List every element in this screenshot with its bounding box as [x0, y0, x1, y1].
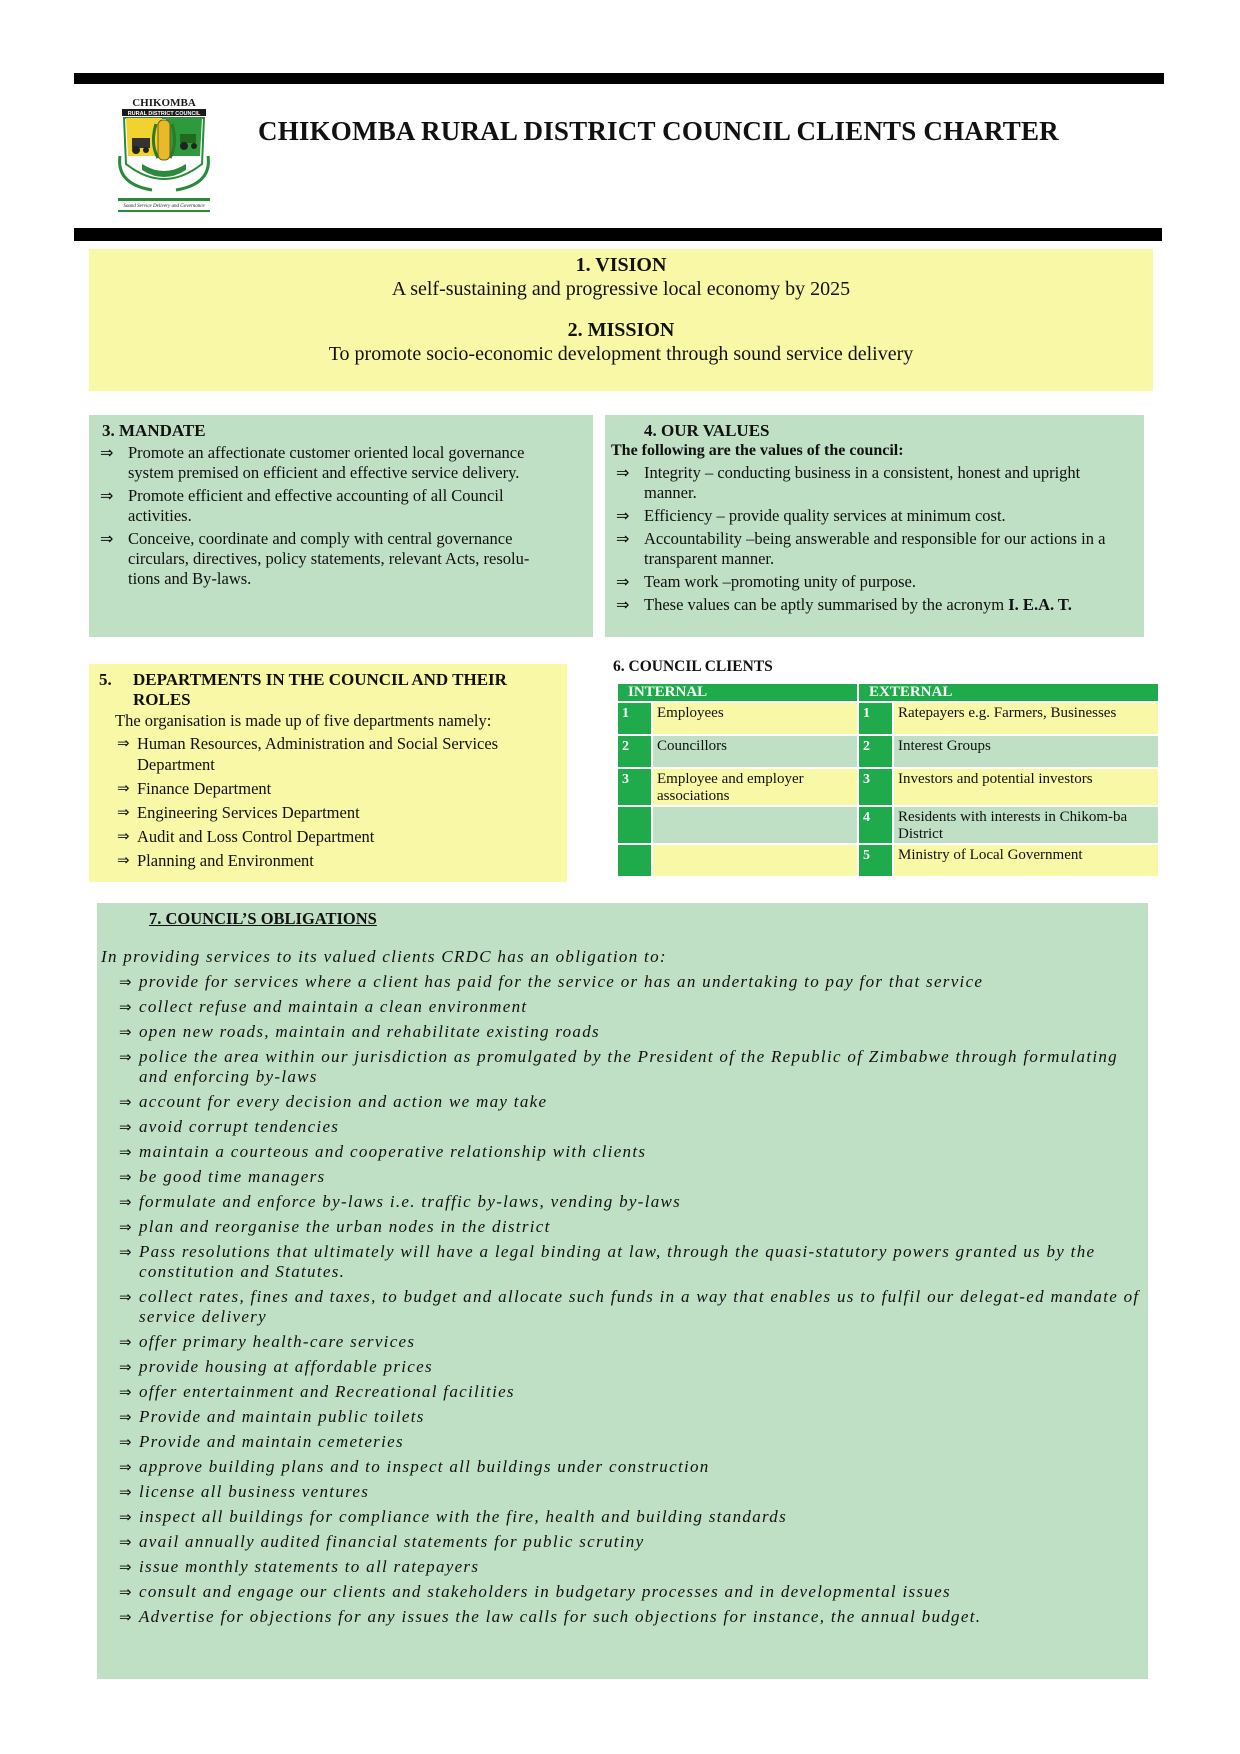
arrow-icon: ⇒ [119, 1193, 132, 1211]
bottom-header-rule [74, 228, 1162, 241]
arrow-icon: ⇒ [119, 1408, 132, 1426]
svg-text:Sound Service Delivery and Gov: Sound Service Delivery and Governance [123, 204, 205, 209]
arrow-icon: ⇒ [119, 1383, 132, 1401]
arrow-icon: ⇒ [117, 803, 130, 821]
values-acronym: I. E.A. T. [1008, 595, 1072, 614]
arrow-icon: ⇒ [119, 1558, 132, 1576]
obligation-item: ⇒ collect rates, fines and taxes, to budget and allocate such funds in a way that enables us to fulfil our delegat-ed mandate of service delivery [119, 1287, 1140, 1326]
arrow-icon: ⇒ [119, 1093, 132, 1111]
value-item: ⇒ Efficiency – provide quality services at minimum cost. [616, 506, 1006, 525]
obligations-list [101, 972, 1140, 1627]
obligation-item: ⇒ offer primary health-care services [119, 1332, 416, 1351]
mission-text: To promote socio-economic development through sound service delivery [328, 343, 914, 365]
mandate-item: ⇒ Promote efficient and effective accounting of all Council activities. [100, 486, 504, 525]
obligation-item: ⇒ collect refuse and maintain a clean environment [119, 997, 528, 1016]
vision-text: A self-sustaining and progressive local economy by 2025 [391, 278, 851, 300]
mandate-panel [89, 415, 593, 637]
value-item: ⇒ Accountability –being answerable and responsible for our actions in a transparent manner. [616, 529, 1106, 568]
vision-mission-panel [89, 249, 1153, 391]
obligation-item: ⇒ maintain a courteous and cooperative relationship with clients [119, 1142, 647, 1161]
obligation-item: ⇒ provide housing at affordable prices [119, 1357, 433, 1376]
obligation-item: ⇒ Provide and maintain cemeteries [119, 1432, 404, 1451]
external-header: EXTERNAL [858, 683, 1159, 702]
arrow-icon: ⇒ [119, 1023, 132, 1041]
departments-panel [89, 664, 567, 882]
mandate-item: ⇒ Promote an affectionate customer oriented local governance system premised on efficient and effective service delivery. [100, 443, 525, 482]
arrow-icon: ⇒ [117, 734, 130, 752]
arrow-icon: ⇒ [119, 973, 132, 991]
table-row: 1 Employees 1 Ratepayers e.g. Farmers, Businesses [617, 702, 1159, 735]
top-rule [74, 73, 1164, 84]
departments-heading: 5. DEPARTMENTS IN THE COUNCIL AND THEIR ROLES [99, 670, 507, 709]
svg-text:RURAL DISTRICT COUNCIL: RURAL DISTRICT COUNCIL [127, 111, 201, 117]
arrow-icon: ⇒ [119, 1288, 132, 1306]
department-item: ⇒ Audit and Loss Control Department [117, 827, 375, 846]
obligation-item: ⇒ inspect all buildings for compliance with the fire, health and building standards [119, 1507, 788, 1526]
svg-text:CHIKOMBA: CHIKOMBA [132, 97, 196, 109]
obligations-panel [97, 903, 1148, 1679]
arrow-icon: ⇒ [119, 1143, 132, 1161]
arrow-icon: ⇒ [119, 1533, 132, 1551]
arrow-icon: ⇒ [119, 1483, 132, 1501]
arrow-icon: ⇒ [117, 851, 130, 869]
arrow-icon: ⇒ [119, 1218, 132, 1236]
obligation-item: ⇒ open new roads, maintain and rehabilitate existing roads [119, 1022, 600, 1041]
values-heading: 4. OUR VALUES [644, 421, 770, 440]
obligation-item: ⇒ plan and reorganise the urban nodes in the district [119, 1217, 551, 1236]
value-item: ⇒ Integrity – conducting business in a consistent, honest and upright manner. [616, 463, 1081, 502]
department-item: ⇒ Finance Department [117, 779, 272, 798]
obligation-item: ⇒ Advertise for objections for any issues the law calls for such objections for instance, the annual budget. [119, 1607, 982, 1626]
value-item: ⇒ These values can be aptly summarised by the acronym I. E.A. T. [616, 595, 1072, 614]
obligation-item: ⇒ provide for services where a client has paid for the service or has an undertaking to pay for that service [119, 972, 984, 991]
obligation-item: ⇒ be good time managers [119, 1167, 326, 1186]
arrow-icon: ⇒ [616, 529, 630, 548]
arrow-icon: ⇒ [616, 595, 630, 614]
arrow-icon: ⇒ [119, 1433, 132, 1451]
mandate-item: ⇒ Conceive, coordinate and comply with central governance circulars, directives, policy statements, relevant Acts, resolu-tions and By-laws. [100, 529, 530, 588]
department-item: ⇒ Engineering Services Department [117, 803, 360, 822]
obligation-item: ⇒ avail annually audited financial statements for public scrutiny [119, 1532, 645, 1551]
values-intro: The following are the values of the council: [611, 442, 904, 459]
table-row: 2 Councillors 2 Interest Groups [617, 735, 1159, 768]
arrow-icon: ⇒ [100, 486, 114, 505]
mandate-heading: 3. MANDATE [102, 421, 206, 440]
departments-intro: The organisation is made up of five departments namely: [115, 711, 492, 730]
department-item: ⇒ Human Resources, Administration and Social Services Department [117, 734, 499, 774]
obligation-item: ⇒ license all business ventures [119, 1482, 370, 1501]
vision-heading: 1. VISION [575, 254, 667, 276]
arrow-icon: ⇒ [616, 506, 630, 525]
table-row: 3 Employee and employer associations 3 Investors and potential investors [617, 768, 1159, 806]
arrow-icon: ⇒ [119, 1508, 132, 1526]
table-row: 5 Ministry of Local Government [617, 844, 1159, 877]
arrow-icon: ⇒ [616, 463, 630, 482]
arrow-icon: ⇒ [100, 443, 114, 462]
arrow-icon: ⇒ [119, 1608, 132, 1626]
arrow-icon: ⇒ [119, 998, 132, 1016]
obligation-item: ⇒ avoid corrupt tendencies [119, 1117, 340, 1136]
obligation-item: ⇒ approve building plans and to inspect all buildings under construction [119, 1457, 710, 1476]
obligation-item: ⇒ Provide and maintain public toilets [119, 1407, 425, 1426]
arrow-icon: ⇒ [119, 1458, 132, 1476]
internal-header: INTERNAL [617, 683, 858, 702]
obligation-item: ⇒ police the area within our jurisdiction as promulgated by the President of the Republic of Zimbabwe through formulating and enforcing by-laws [119, 1047, 1118, 1086]
obligations-heading: 7. COUNCIL’S OBLIGATIONS [149, 909, 377, 928]
arrow-icon: ⇒ [616, 572, 630, 591]
arrow-icon: ⇒ [117, 779, 130, 797]
obligation-item: ⇒ account for every decision and action we may take [119, 1092, 548, 1111]
page-title: CHIKOMBA RURAL DISTRICT COUNCIL CLIENTS CHARTER [258, 116, 1059, 146]
arrow-icon: ⇒ [119, 1358, 132, 1376]
arrow-icon: ⇒ [119, 1583, 132, 1601]
arrow-icon: ⇒ [119, 1168, 132, 1186]
obligation-item: ⇒ consult and engage our clients and stakeholders in budgetary processes and in developmental issues [119, 1582, 951, 1601]
arrow-icon: ⇒ [119, 1118, 132, 1136]
department-item: ⇒ Planning and Environment [117, 851, 314, 870]
arrow-icon: ⇒ [119, 1333, 132, 1351]
arrow-icon: ⇒ [119, 1048, 132, 1066]
council-logo [112, 94, 216, 214]
values-panel [605, 415, 1144, 637]
value-item: ⇒ Team work –promoting unity of purpose. [616, 572, 916, 591]
mission-heading: 2. MISSION [567, 319, 675, 341]
clients-heading: 6. COUNCIL CLIENTS [613, 658, 773, 675]
obligation-item: ⇒ formulate and enforce by-laws i.e. traffic by-laws, vending by-laws [119, 1192, 682, 1211]
obligations-intro: In providing services to its valued clients CRDC has an obligation to: [101, 947, 667, 966]
arrow-icon: ⇒ [117, 827, 130, 845]
obligation-item: ⇒ issue monthly statements to all ratepayers [119, 1557, 480, 1576]
arrow-icon: ⇒ [119, 1243, 132, 1261]
clients-section [613, 657, 1155, 878]
arrow-icon: ⇒ [100, 529, 114, 548]
obligation-item: ⇒ offer entertainment and Recreational facilities [119, 1382, 515, 1401]
clients-table [616, 682, 1160, 878]
table-row: 4 Residents with interests in Chikom-ba District [617, 806, 1159, 844]
obligation-item: ⇒ Pass resolutions that ultimately will have a legal binding at law, through the quasi-statutory powers granted us by the constitution and Statutes. [119, 1242, 1096, 1281]
